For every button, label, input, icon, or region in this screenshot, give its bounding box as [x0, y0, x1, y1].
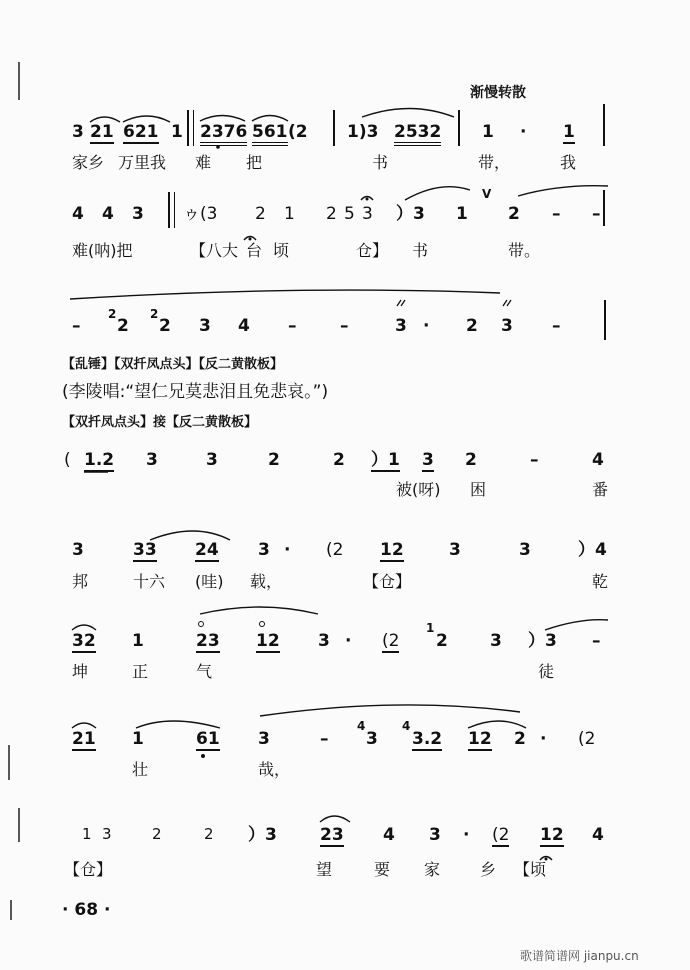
dash: – [320, 729, 329, 749]
dash: – [592, 631, 601, 651]
note: 3 [395, 316, 407, 336]
note: (2 [578, 729, 596, 749]
lyric: 【顷 [514, 860, 547, 879]
note: 3 [199, 316, 211, 336]
dash: – [592, 204, 601, 224]
note: 33 [133, 540, 157, 560]
note: 4 [383, 825, 395, 845]
fermata-dot [545, 858, 548, 861]
lyric: 被(呀) [396, 480, 441, 499]
note: 3 [501, 316, 513, 336]
note: 3.2 [412, 729, 443, 749]
dash: – [552, 316, 561, 336]
note: 24 [195, 540, 219, 560]
note: 4 [592, 825, 604, 845]
note: 3 [102, 825, 112, 843]
lyric: 十六 [133, 572, 166, 591]
note: 21 [90, 122, 114, 142]
accent-mark [503, 300, 511, 306]
note: 3 [132, 204, 144, 224]
tie [260, 705, 520, 716]
slur [150, 531, 230, 540]
quote-line: (李陵唱:“望仁兄莫悲泪且免悲哀。”) [62, 382, 329, 402]
harmonic-mark [199, 622, 204, 627]
note: 4 [238, 316, 250, 336]
dot: · [423, 316, 430, 336]
lyric: 带。 [508, 241, 541, 260]
lyric: 乡 [480, 860, 497, 879]
note: 3 [362, 204, 373, 224]
note: 3 [318, 631, 330, 651]
note: 12 [380, 540, 404, 560]
slur [72, 625, 96, 630]
note: ）1 [371, 450, 400, 470]
dash: – [530, 450, 539, 470]
note: 2376 [200, 124, 247, 146]
slur [200, 116, 245, 122]
note: 12 [540, 825, 564, 845]
note: 3 [366, 729, 378, 749]
lyric: 邦 [72, 572, 89, 591]
note: 3 [490, 631, 502, 651]
dash: – [72, 316, 81, 336]
note: 21 [72, 729, 96, 749]
note: 2 [204, 825, 214, 843]
lyric: 载， [250, 572, 283, 591]
note: 3 [519, 540, 531, 560]
note: ゥ(3 [183, 204, 218, 224]
harmonic-mark [260, 622, 265, 627]
low-octave-dot [216, 145, 220, 149]
note: 3 [146, 450, 158, 470]
note: 2 [268, 450, 280, 470]
note: 4 [592, 450, 604, 470]
grace-note: 4 [402, 719, 411, 733]
grace-note: 1 [426, 621, 435, 635]
lyric: 顷 [273, 241, 290, 260]
slur [405, 187, 470, 200]
note: 621 [123, 122, 159, 142]
dot: · [345, 631, 352, 651]
breath-mark: V [482, 187, 492, 201]
note: 32 [72, 631, 96, 651]
note: 3 [72, 540, 84, 560]
lyric: 难(呐)把 [72, 241, 133, 260]
tie [518, 186, 608, 196]
note: 2 [466, 316, 478, 336]
lyric: 我 [560, 153, 577, 172]
lyric: 困 [470, 480, 487, 499]
slur [136, 721, 220, 728]
lyric: 把 [246, 153, 263, 172]
note: 1 [82, 825, 92, 843]
lyric: 书 [412, 241, 429, 260]
note: ）3 [396, 204, 425, 224]
lyric: 家乡 [72, 153, 105, 172]
grace-note: 4 [357, 719, 366, 733]
dot: · [540, 729, 547, 749]
slur [252, 116, 288, 122]
slur [72, 723, 96, 728]
note: 3 [258, 540, 270, 560]
lyric: 气 [196, 662, 213, 681]
note: 2 [117, 316, 129, 336]
note: (2 [326, 540, 344, 560]
note: 5 [344, 204, 355, 224]
lyric: 壮 [132, 760, 149, 779]
note: 1 [132, 631, 144, 651]
note: 4 [72, 204, 84, 224]
note: 3 [206, 450, 218, 470]
lyric: 万里我 [118, 153, 167, 172]
note: 2532 [394, 124, 441, 146]
lyric: 正 [132, 662, 149, 681]
section-label: 【双扦凤点头】接【反二黄散板】 [62, 415, 258, 430]
note: 1 [132, 729, 144, 749]
note: 12 [468, 729, 492, 749]
lyric: 仓】 [356, 241, 389, 260]
note: 2 [465, 450, 477, 470]
note: 2 [333, 450, 345, 470]
page-number: · 68 · [62, 900, 111, 920]
lyric: 乾 [592, 572, 609, 591]
note: ）4 [578, 540, 607, 560]
watermark: 歌谱简谱网 jianpu.cn [520, 949, 639, 963]
note: 2 [159, 316, 171, 336]
lyric: 台 [246, 241, 263, 260]
note: 1 [171, 122, 183, 142]
fermata-dot [249, 238, 252, 241]
note: 2 [326, 204, 337, 224]
section-label: 【乱锤】【双扦凤点头】【反二黄散板】 [62, 357, 284, 372]
lyric: 【仓】 [64, 860, 113, 879]
fermata-dot [366, 198, 369, 201]
slur [123, 116, 170, 122]
tie [545, 620, 608, 630]
note: · [520, 122, 527, 142]
note: (2 [288, 122, 308, 142]
slur [362, 109, 454, 118]
note: (2 [382, 631, 400, 651]
lyric: 望 [316, 860, 333, 879]
lyric: 要 [374, 860, 391, 879]
lyric: 家 [424, 860, 441, 879]
lyric: 徒 [538, 662, 555, 681]
dot: · [463, 825, 470, 845]
grace-note: 2 [108, 307, 117, 321]
note: 3 [449, 540, 461, 560]
note: ( [64, 450, 71, 470]
lyric: 难 [195, 153, 212, 172]
slur [200, 607, 318, 614]
accent-mark [397, 300, 405, 306]
tempo-marking: 渐慢转散 [470, 85, 526, 101]
slur [90, 117, 120, 122]
note: 12 [256, 631, 280, 651]
note: 3 [429, 825, 441, 845]
grace-note: 2 [150, 307, 159, 321]
note: 1 [284, 204, 295, 224]
lyric: 坤 [72, 662, 89, 681]
lyric: 【仓】 [363, 572, 412, 591]
note: 1 [456, 204, 468, 224]
note: 1 [563, 122, 575, 142]
note: 4 [102, 204, 114, 224]
note: ）3 [248, 825, 277, 845]
note: 3 [72, 122, 84, 142]
lyric: 【八大 [190, 241, 239, 260]
note: 2 [508, 204, 520, 224]
lyric: 番 [592, 480, 609, 499]
lyric: (哇) [195, 572, 224, 591]
note: 2 [514, 729, 526, 749]
lyric: 哉， [258, 760, 291, 779]
note: 561 [252, 124, 288, 146]
tie [70, 290, 500, 299]
dot: · [284, 540, 291, 560]
dash: – [288, 316, 297, 336]
note: 1.2 [84, 450, 115, 470]
note: 2 [436, 631, 448, 651]
note: 23 [196, 631, 220, 651]
note: 61 [196, 729, 220, 749]
note: 2 [255, 204, 266, 224]
note: 3 [422, 450, 434, 470]
dash: – [340, 316, 349, 336]
slur [320, 816, 350, 822]
note: 1 [482, 122, 494, 142]
note: 2 [152, 825, 162, 843]
note: (2 [492, 825, 510, 845]
lyric: 书 [372, 153, 389, 172]
note: ）3 [528, 631, 557, 651]
note: 1)3 [347, 122, 379, 142]
note: 3 [258, 729, 270, 749]
slur [468, 721, 526, 728]
lyric: 带， [478, 153, 511, 172]
note: 23 [320, 825, 344, 845]
dash: – [552, 204, 561, 224]
